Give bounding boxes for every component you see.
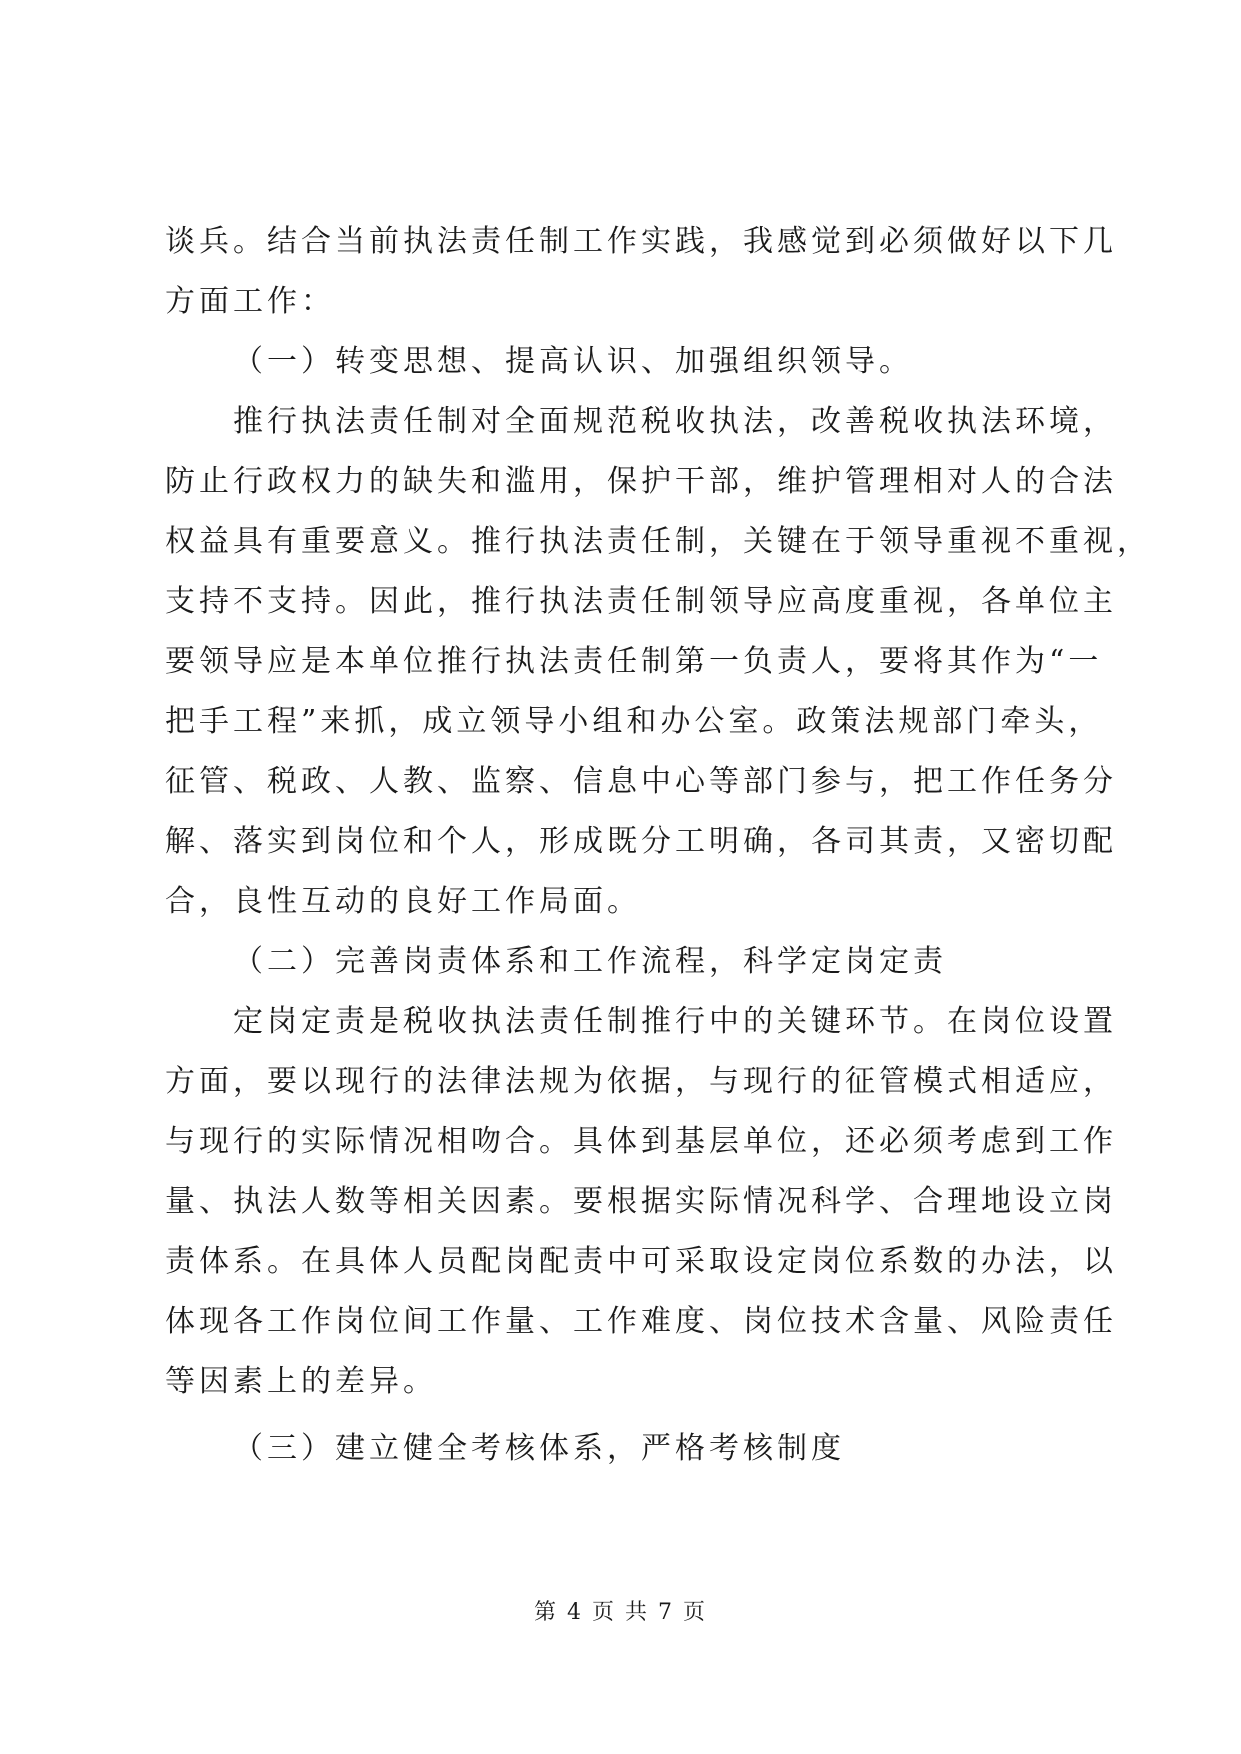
text-line: 支持不支持。因此，推行执法责任制领导应高度重视，各单位主 (165, 584, 1117, 619)
text-line: 等因素上的差异。 (165, 1364, 437, 1399)
text-line: 推行执法责任制对全面规范税收执法，改善税收执法环境， (233, 404, 1117, 439)
text-line: 谈兵。结合当前执法责任制工作实践，我感觉到必须做好以下几 (165, 224, 1117, 259)
text-line: 征管、税政、人教、监察、信息中心等部门参与，把工作任务分 (165, 764, 1117, 799)
section-heading-2: （二）完善岗责体系和工作流程，科学定岗定责 (233, 944, 947, 979)
section-heading-1: （一）转变思想、提高认识、加强组织领导。 (233, 344, 913, 379)
text-line: 合，良性互动的良好工作局面。 (165, 884, 641, 919)
page-number-footer: 第 4 页 共 7 页 (534, 1600, 707, 1625)
section-heading-3: （三）建立健全考核体系，严格考核制度 (233, 1431, 845, 1466)
text-line: 把手工程”来抓，成立领导小组和办公室。政策法规部门牵头， (165, 704, 1103, 739)
text-line: 方面工作： (165, 284, 335, 319)
text-line: 量、执法人数等相关因素。要根据实际情况科学、合理地设立岗 (165, 1184, 1117, 1219)
text-line: 权益具有重要意义。推行执法责任制，关键在于领导重视不重视， (165, 524, 1151, 559)
text-line: 与现行的实际情况相吻合。具体到基层单位，还必须考虑到工作 (165, 1124, 1117, 1159)
text-line: 定岗定责是税收执法责任制推行中的关键环节。在岗位设置 (233, 1004, 1117, 1039)
text-line: 方面，要以现行的法律法规为依据，与现行的征管模式相适应， (165, 1064, 1117, 1099)
text-line: 防止行政权力的缺失和滥用，保护干部，维护管理相对人的合法 (165, 464, 1117, 499)
text-line: 解、落实到岗位和个人，形成既分工明确，各司其责，又密切配 (165, 824, 1117, 859)
text-line: 要领导应是本单位推行执法责任制第一负责人，要将其作为“一 (165, 644, 1103, 679)
text-line: 体现各工作岗位间工作量、工作难度、岗位技术含量、风险责任 (165, 1304, 1117, 1339)
text-line: 责体系。在具体人员配岗配责中可采取设定岗位系数的办法，以 (165, 1244, 1117, 1279)
